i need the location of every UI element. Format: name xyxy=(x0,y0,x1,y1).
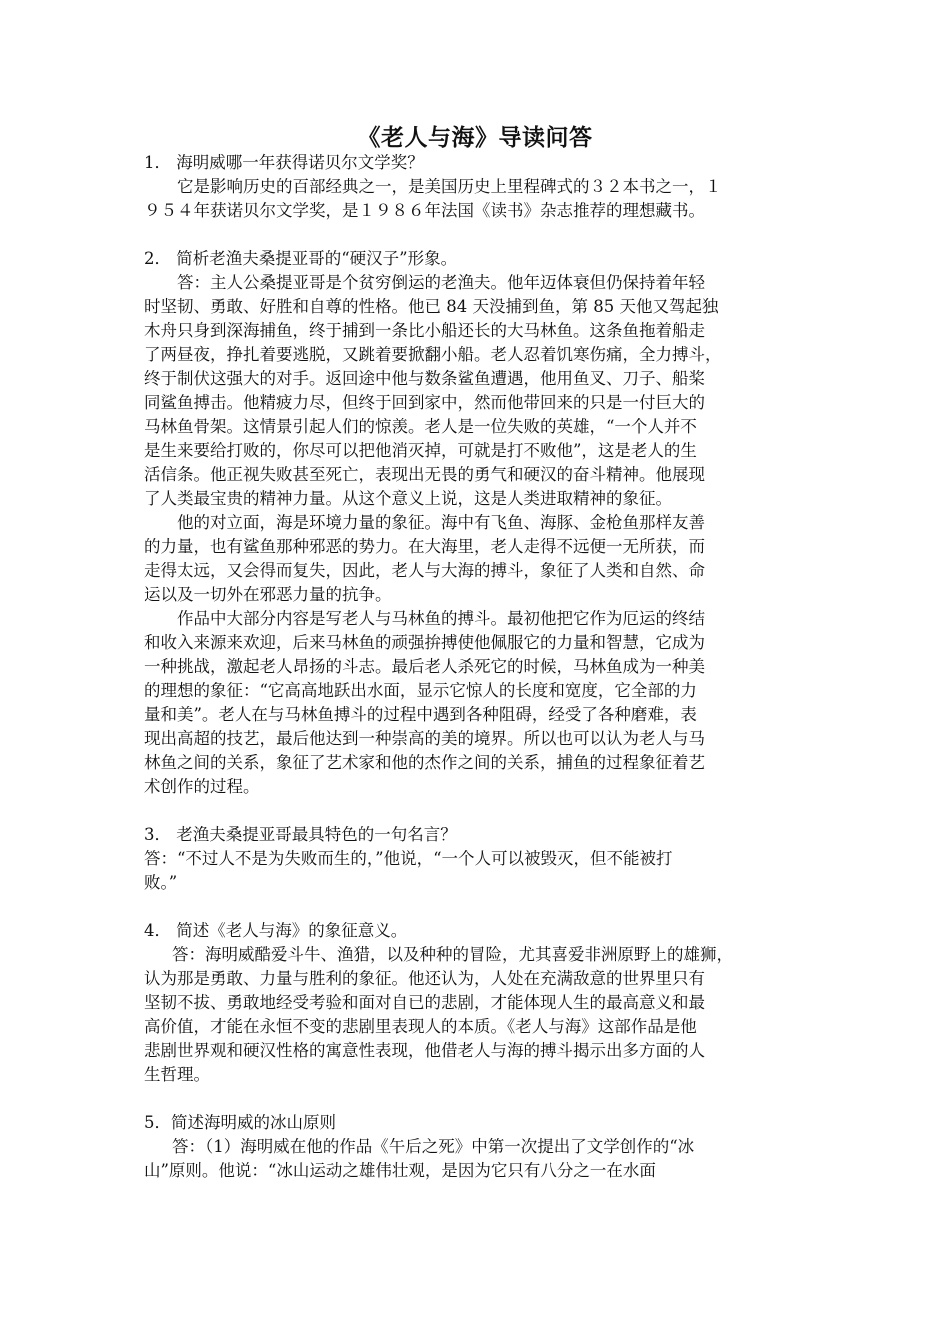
answer-1-line: ９５４年获诺贝尔文学奖，是１９８６年法国《读书》杂志推荐的理想藏书。 xyxy=(144,201,705,220)
answer-5-line: 答：（1）海明威在他的作品《午后之死》中第一次提出了文学创作的“冰 xyxy=(172,1137,695,1156)
answer-2-line: 时坚韧、勇敢、好胜和自尊的性格。他已 84 天没捕到鱼，第 85 天他又驾起独 xyxy=(144,297,719,316)
answer-2-line: 现出高超的技艺，最后他达到一种崇高的美的境界。所以也可以认为老人与马 xyxy=(144,729,705,748)
answer-3-line: 答：“不过人不是为失败而生的，”他说，“一个人可以被毁灭，但不能被打 xyxy=(144,849,673,868)
answer-2-line: 终于制伏这强大的对手。返回途中他与数条鲨鱼遭遇，他用鱼叉、刀子、船桨 xyxy=(144,369,705,388)
answer-1-line: 它是影响历史的百部经典之一，是美国历史上里程碑式的３２本书之一，１ xyxy=(177,177,722,196)
answer-4-line: 生哲理。 xyxy=(144,1065,210,1084)
paragraph-spacer xyxy=(144,1087,816,1111)
answer-4-line: 坚韧不拔、勇敢地经受考验和面对自已的悲剧，才能体现人生的最高意义和最 xyxy=(144,993,705,1012)
answer-2-line: 木舟只身到深海捕鱼，终于捕到一条比小船还长的大马林鱼。这条鱼拖着船走 xyxy=(144,321,705,340)
answer-2-line: 林鱼之间的关系，象征了艺术家和他的杰作之间的关系，捕鱼的过程象征着艺 xyxy=(144,753,705,772)
answer-2-line: 量和美”。老人在与马林鱼搏斗的过程中遇到各种阻碍，经受了各种磨难，表 xyxy=(144,705,697,724)
answer-2-line: 的理想的象征：“它高高地跃出水面，显示它惊人的长度和宽度，它全部的力 xyxy=(144,681,697,700)
document-body xyxy=(144,151,816,1183)
answer-3-line: 败。” xyxy=(144,873,178,892)
question-3: 3． 老渔夫桑提亚哥最具特色的一句名言？ xyxy=(144,825,457,844)
answer-2-line: 和收入来源来欢迎，后来马林鱼的顽强拚搏使他佩服它的力量和智慧，它成为 xyxy=(144,633,705,652)
answer-2-line: 了人类最宝贵的精神力量。从这个意义上说，这是人类进取精神的象征。 xyxy=(144,489,672,508)
question-1: 1． 海明威哪一年获得诺贝尔文学奖？ xyxy=(144,153,424,172)
answer-2-line: 的力量，也有鲨鱼那种邪恶的势力。在大海里，老人走得不远便一无所获，而 xyxy=(144,537,705,556)
answer-2-line: 术创作的过程。 xyxy=(144,777,260,796)
answer-2-line: 同鲨鱼搏击。他精疲力尽，但终于回到家中，然而他带回来的只是一付巨大的 xyxy=(144,393,705,412)
answer-2-line: 运以及一切外在邪恶力量的抗争。 xyxy=(144,585,392,604)
answer-2-line: 马林鱼骨架。这情景引起人们的惊羡。老人是一位失败的英雄，“一个人并不 xyxy=(144,417,697,436)
answer-2-line: 活信条。他正视失败甚至死亡，表现出无畏的勇气和硬汉的奋斗精神。他展现 xyxy=(144,465,705,484)
answer-2-line: 答：主人公桑提亚哥是个贫穷倒运的老渔夫。他年迈体衰但仍保持着年轻 xyxy=(177,273,705,292)
paragraph-spacer xyxy=(144,223,816,247)
paragraph-spacer xyxy=(144,799,816,823)
page-title: 《老人与海》导读问答 xyxy=(357,124,593,151)
question-4: 4． 简述《老人与海》的象征意义。 xyxy=(144,921,408,940)
answer-2-line: 了两昼夜，挣扎着要逃脱，又跳着要掀翻小船。老人忍着饥寒伤痛，全力搏斗， xyxy=(144,345,722,364)
answer-2-line: 他的对立面，海是环境力量的象征。海中有飞鱼、海豚、金枪鱼那样友善 xyxy=(177,513,705,532)
answer-2-line: 是生来要给打败的，你尽可以把他消灭掉，可就是打不败他”，这是老人的生 xyxy=(144,441,697,460)
answer-4-line: 高价值，才能在永恒不变的悲剧里表现人的本质。《老人与海》这部作品是他 xyxy=(144,1017,697,1036)
answer-5-line: 山”原则。他说：“冰山运动之雄伟壮观，是因为它只有八分之一在水面 xyxy=(144,1161,656,1180)
answer-4-line: 答：海明威酷爱斗牛、渔猎，以及种种的冒险，尤其喜爱非洲原野上的雄狮， xyxy=(172,945,733,964)
paragraph-spacer xyxy=(144,895,816,919)
question-2: 2． 简析老渔夫桑提亚哥的“硬汉子”形象。 xyxy=(144,249,458,268)
answer-4-line: 认为那是勇敢、力量与胜利的象征。他还认为，人处在充满敌意的世界里只有 xyxy=(144,969,705,988)
answer-2-line: 走得太远，又会得而复失，因此，老人与大海的搏斗，象征了人类和自然、命 xyxy=(144,561,705,580)
question-5: 5．简述海明威的冰山原则 xyxy=(144,1113,336,1132)
answer-2-line: 一种挑战，激起老人昂扬的斗志。最后老人杀死它的时候，马林鱼成为一种美 xyxy=(144,657,705,676)
answer-4-line: 悲剧世界观和硬汉性格的寓意性表现，他借老人与海的搏斗揭示出多方面的人 xyxy=(144,1041,705,1060)
answer-2-line: 作品中大部分内容是写老人与马林鱼的搏斗。最初他把它作为厄运的终结 xyxy=(177,609,705,628)
